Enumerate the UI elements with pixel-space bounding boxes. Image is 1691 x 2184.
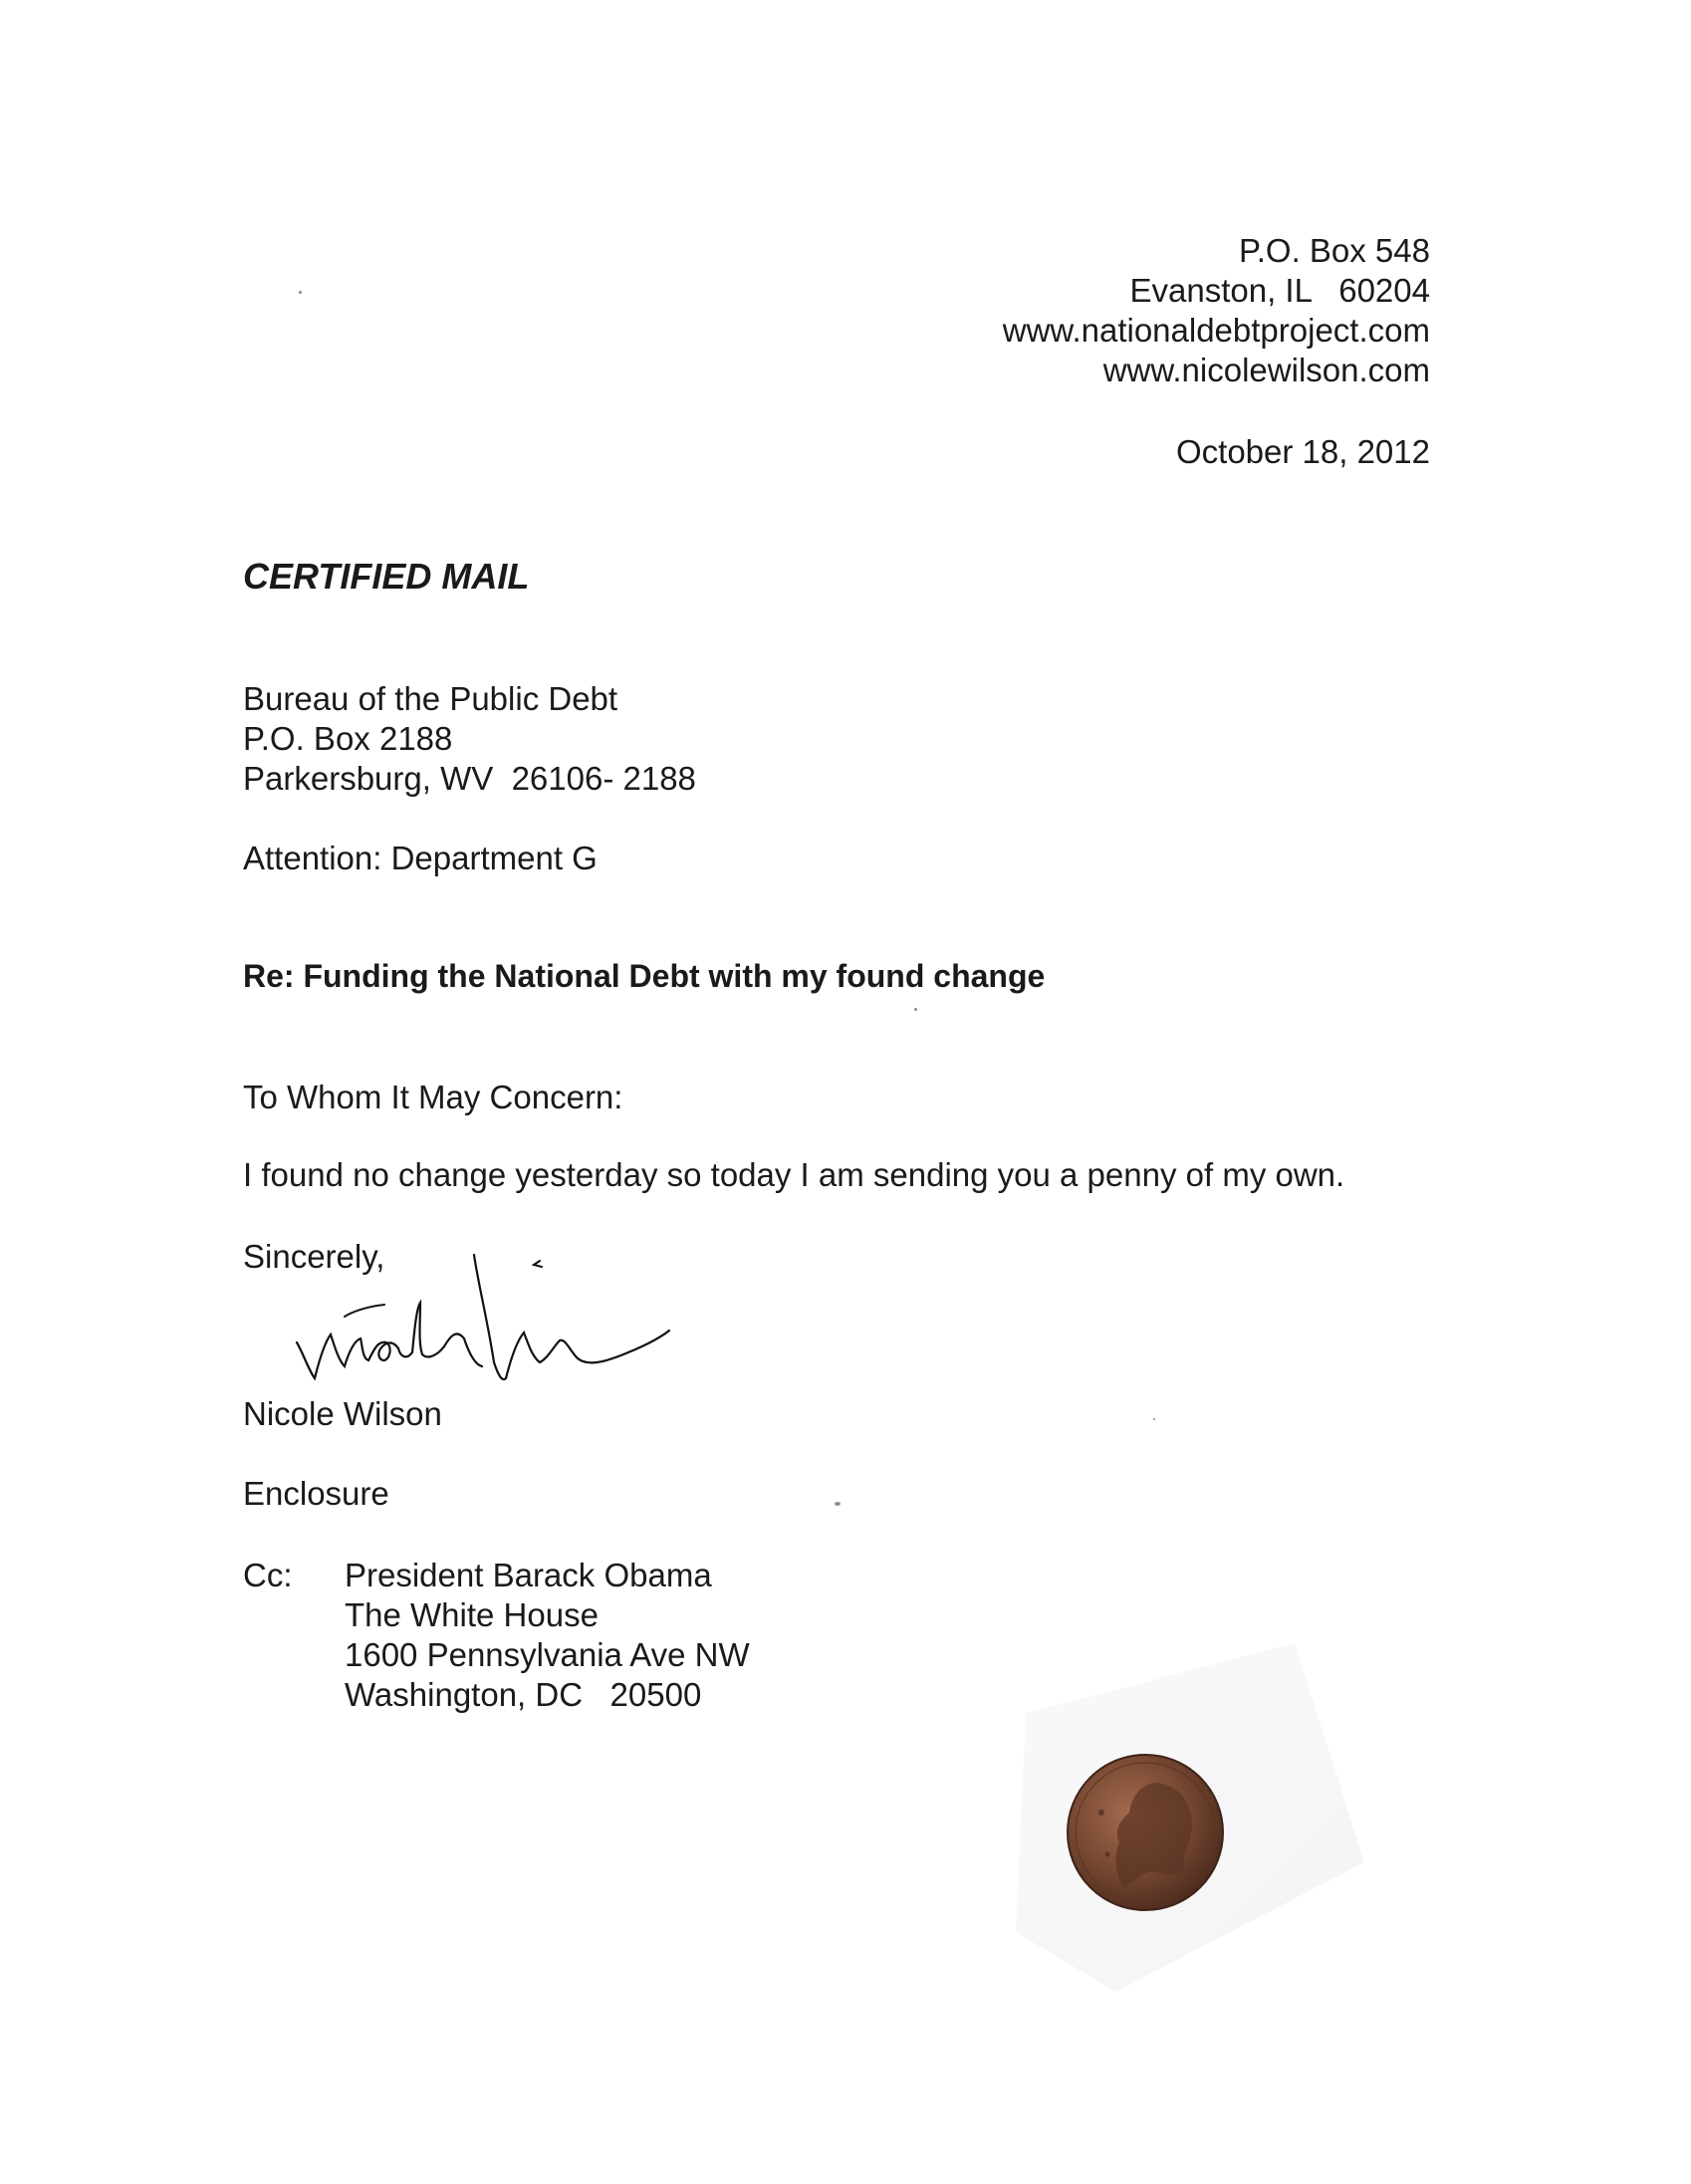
cc-line4: Washington, DC 20500 — [345, 1676, 702, 1713]
cc-label: Cc: — [243, 1557, 293, 1593]
enclosed-penny — [996, 1633, 1374, 2012]
cc-address-block — [345, 1556, 750, 1715]
scan-speck — [914, 1008, 917, 1011]
attention-line: Attention: Department G — [243, 840, 598, 876]
certified-mail-heading: CERTIFIED MAIL — [243, 556, 530, 597]
letter-date: October 18, 2012 — [1175, 433, 1430, 470]
sender-address-block — [1003, 231, 1430, 390]
cc-line1: President Barack Obama — [345, 1557, 712, 1593]
sender-website2: www.nicolewilson.com — [1102, 352, 1430, 388]
scan-speck — [299, 291, 302, 294]
signer-name: Nicole Wilson — [243, 1395, 442, 1432]
sender-address-line2: Evanston, IL 60204 — [1129, 272, 1430, 309]
sender-website1: www.nationaldebtproject.com — [1002, 312, 1430, 349]
scan-speck — [835, 1502, 841, 1506]
body-paragraph: I found no change yesterday so today I am sending you a penny of my own. — [243, 1156, 1345, 1193]
signature — [289, 1243, 707, 1392]
recipient-address-block — [243, 679, 696, 799]
recipient-address-line1: P.O. Box 2188 — [243, 720, 453, 757]
salutation: To Whom It May Concern: — [243, 1079, 623, 1115]
enclosure-note: Enclosure — [243, 1475, 389, 1512]
cc-line2: The White House — [345, 1596, 599, 1633]
subject-line: Re: Funding the National Debt with my found change — [243, 958, 1046, 994]
recipient-address-line2: Parkersburg, WV 26106- 2188 — [243, 760, 696, 797]
recipient-name: Bureau of the Public Debt — [243, 680, 618, 717]
cc-line3: 1600 Pennsylvania Ave NW — [345, 1636, 750, 1673]
closing: Sincerely, — [243, 1238, 385, 1275]
scan-speck — [1153, 1418, 1155, 1420]
sender-address-line1: P.O. Box 548 — [1238, 232, 1430, 269]
